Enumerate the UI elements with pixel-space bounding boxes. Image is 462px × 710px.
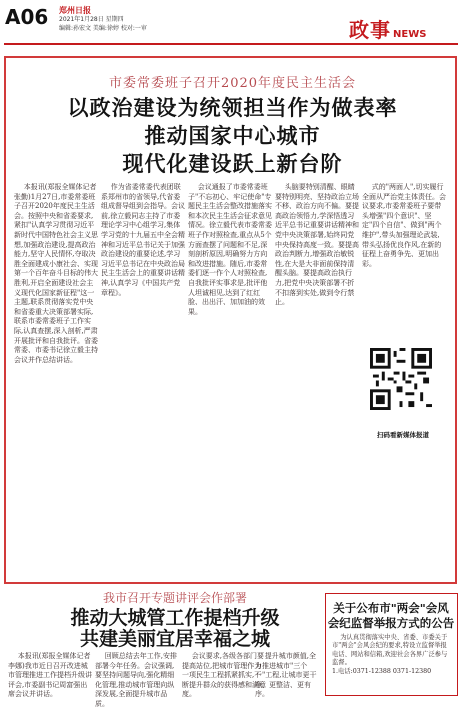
section-label — [349, 14, 453, 40]
editor-credits: 编辑:孙宏文 美编:徐婷 校对:一审 — [59, 25, 147, 32]
article-column — [188, 183, 272, 575]
lead-article — [4, 56, 457, 584]
article-column — [182, 652, 266, 699]
article-column — [255, 652, 319, 699]
issue-date: 2021年1月28日 星期四 — [59, 16, 124, 23]
article-column — [95, 652, 179, 708]
phone-number[interactable]: 0371-12388 0371-12380 — [352, 667, 432, 675]
article-column — [14, 183, 98, 575]
article-overline: 市委常委班子召开2020年度民主生活会 — [108, 76, 357, 91]
paragraph: 本报讯(郑报全媒体记者 李娜)我市近日召开改进城市管理推进工作提档升级讲评会,市委副书记周富强出席会议并讲话。 — [8, 652, 92, 699]
notice-title-line: 关于公布市"两会"会风 — [333, 601, 449, 615]
phone-line — [332, 668, 452, 676]
article-column — [101, 183, 185, 575]
paragraph: 本报讯(郑报全媒体记者 张勤)1月27日,市委常委班子召开2020年度民主生活会。按照中央和省委要求,紧扣"认真学习贯彻习近平新时代中国特色社会主义思想,加强政治建设,提高政治能力,坚守人民情怀,夺取决胜全面建成小康社会、实现第一个百年奋斗目标的伟大胜利,开启全面建设社会主义现代化国家新征程"这一主题,联系贯彻落实党中央和省委重大决策部署实际,联系市委常委班子工作实际,认真查摆,深入剖析,严肃开展批评和自我批评。省委常委、市委书记徐立毅主持会议并作总结讲话。 — [14, 183, 98, 364]
paragraph: 回顾总结去年工作,安排部署今年任务。会议强调,要坚持问题导向,强化精细化管理,推动城市管理向纵深发展,全面提升城市品质。 — [95, 652, 178, 708]
qr-code[interactable] — [370, 348, 432, 410]
article-title-line: 推动国家中心城市 — [144, 123, 321, 148]
paragraph: 作为省委常委代表团联系郑州市的省领导,代省委组成督导组到会指导。会议前,徐立毅同志主持了市委理论学习中心组学习,集体学习党的十九届五中全会精神和习近平总书记关于加强政治建设的重要论述,学习习近平总书记在中央政治局民主生活会上的重要讲话精神,认真学习《中国共产党章程》。 — [101, 183, 185, 297]
paragraph: 会议通报了市委常委班子"不忘初心、牢记使命"专题民主生活会整改措施落实和本次民主生活会征求意见情况。徐立毅代表市委常委班子作对照检查,重点从5个方面查摆了问题和不足,深刻剖析原因,明确努力方向和改进措施。随后,市委常委们逐一作个人对照检查,自我批评实事求是,批评他人坦诚相见,达到了红红脸、出出汗、加加油的效果。 — [188, 183, 272, 316]
article-title-line: 推动大城管工作提档升级 — [70, 607, 280, 629]
article-column — [8, 652, 92, 699]
masthead — [0, 0, 462, 46]
qr-caption: 扫码看新媒体报道 — [377, 431, 429, 439]
article-overline: 我市召开专题讲评会作部署 — [102, 591, 247, 605]
qr-code-icon — [370, 348, 432, 410]
paragraph: 会议要求,各级各部门要提高站位,把城市管理作为一项民生工程抓紧抓实,不断提升群众的获得感和满意度。 — [182, 652, 266, 699]
article-column — [362, 183, 446, 343]
notice-body — [332, 634, 452, 676]
paragraph: 头脑要特别清醒、眼睛要特别明亮、坚持政治立场不移、政治方向不偏。要提高政治领悟力,学深悟透习近平总书记重要讲话精神和党中央决策部署,始终同党中央保持高度一致。要提高政治判断力,增强政治敏锐性,在大是大非面前保持清醒头脑。要提高政治执行力,把党中央决策部署不折不扣落到实处,做到令行禁止。 — [275, 183, 359, 307]
paragraph: 提升城市颜值,全力推进城市"三个一"工程,让城市更干净、更整洁、更有序。 — [255, 652, 317, 699]
section-name-en: NEWS — [393, 29, 427, 40]
masthead-info — [59, 6, 147, 33]
paragraph: 式的"两面人",切实履行全面从严治党主体责任。会议要求,市委常委班子要带头增强"四个意识"、坚定"四个自信"、做到"两个维护",带头加强理论武装,带头弘扬优良作风,在新的征程上奋勇争先、更加出彩。 — [362, 183, 446, 268]
notice-title-line: 会纪监督举报方式的公告 — [327, 616, 455, 630]
notice-paragraph: 为认真贯彻落实中央、省委、市委关于市"两会"会风会纪的要求,特设立监督举报电话、网站和信箱,欢迎社会各界广泛参与监督。 — [332, 634, 448, 667]
article-title-line: 现代化建设跃上新台阶 — [122, 151, 343, 176]
page-number: A06 — [5, 5, 49, 29]
phone-label: 1.电话: — [332, 667, 353, 675]
article-title-line: 以政治建设为统领担当作为做表率 — [67, 95, 398, 120]
notice-box — [325, 593, 458, 696]
newspaper-brand: 郑州日报 — [59, 6, 91, 15]
masthead-rule — [4, 43, 458, 45]
section-name: 政事 — [349, 18, 391, 42]
article-column — [275, 183, 359, 575]
article-title-line: 共建美丽宜居幸福之城 — [79, 628, 270, 650]
